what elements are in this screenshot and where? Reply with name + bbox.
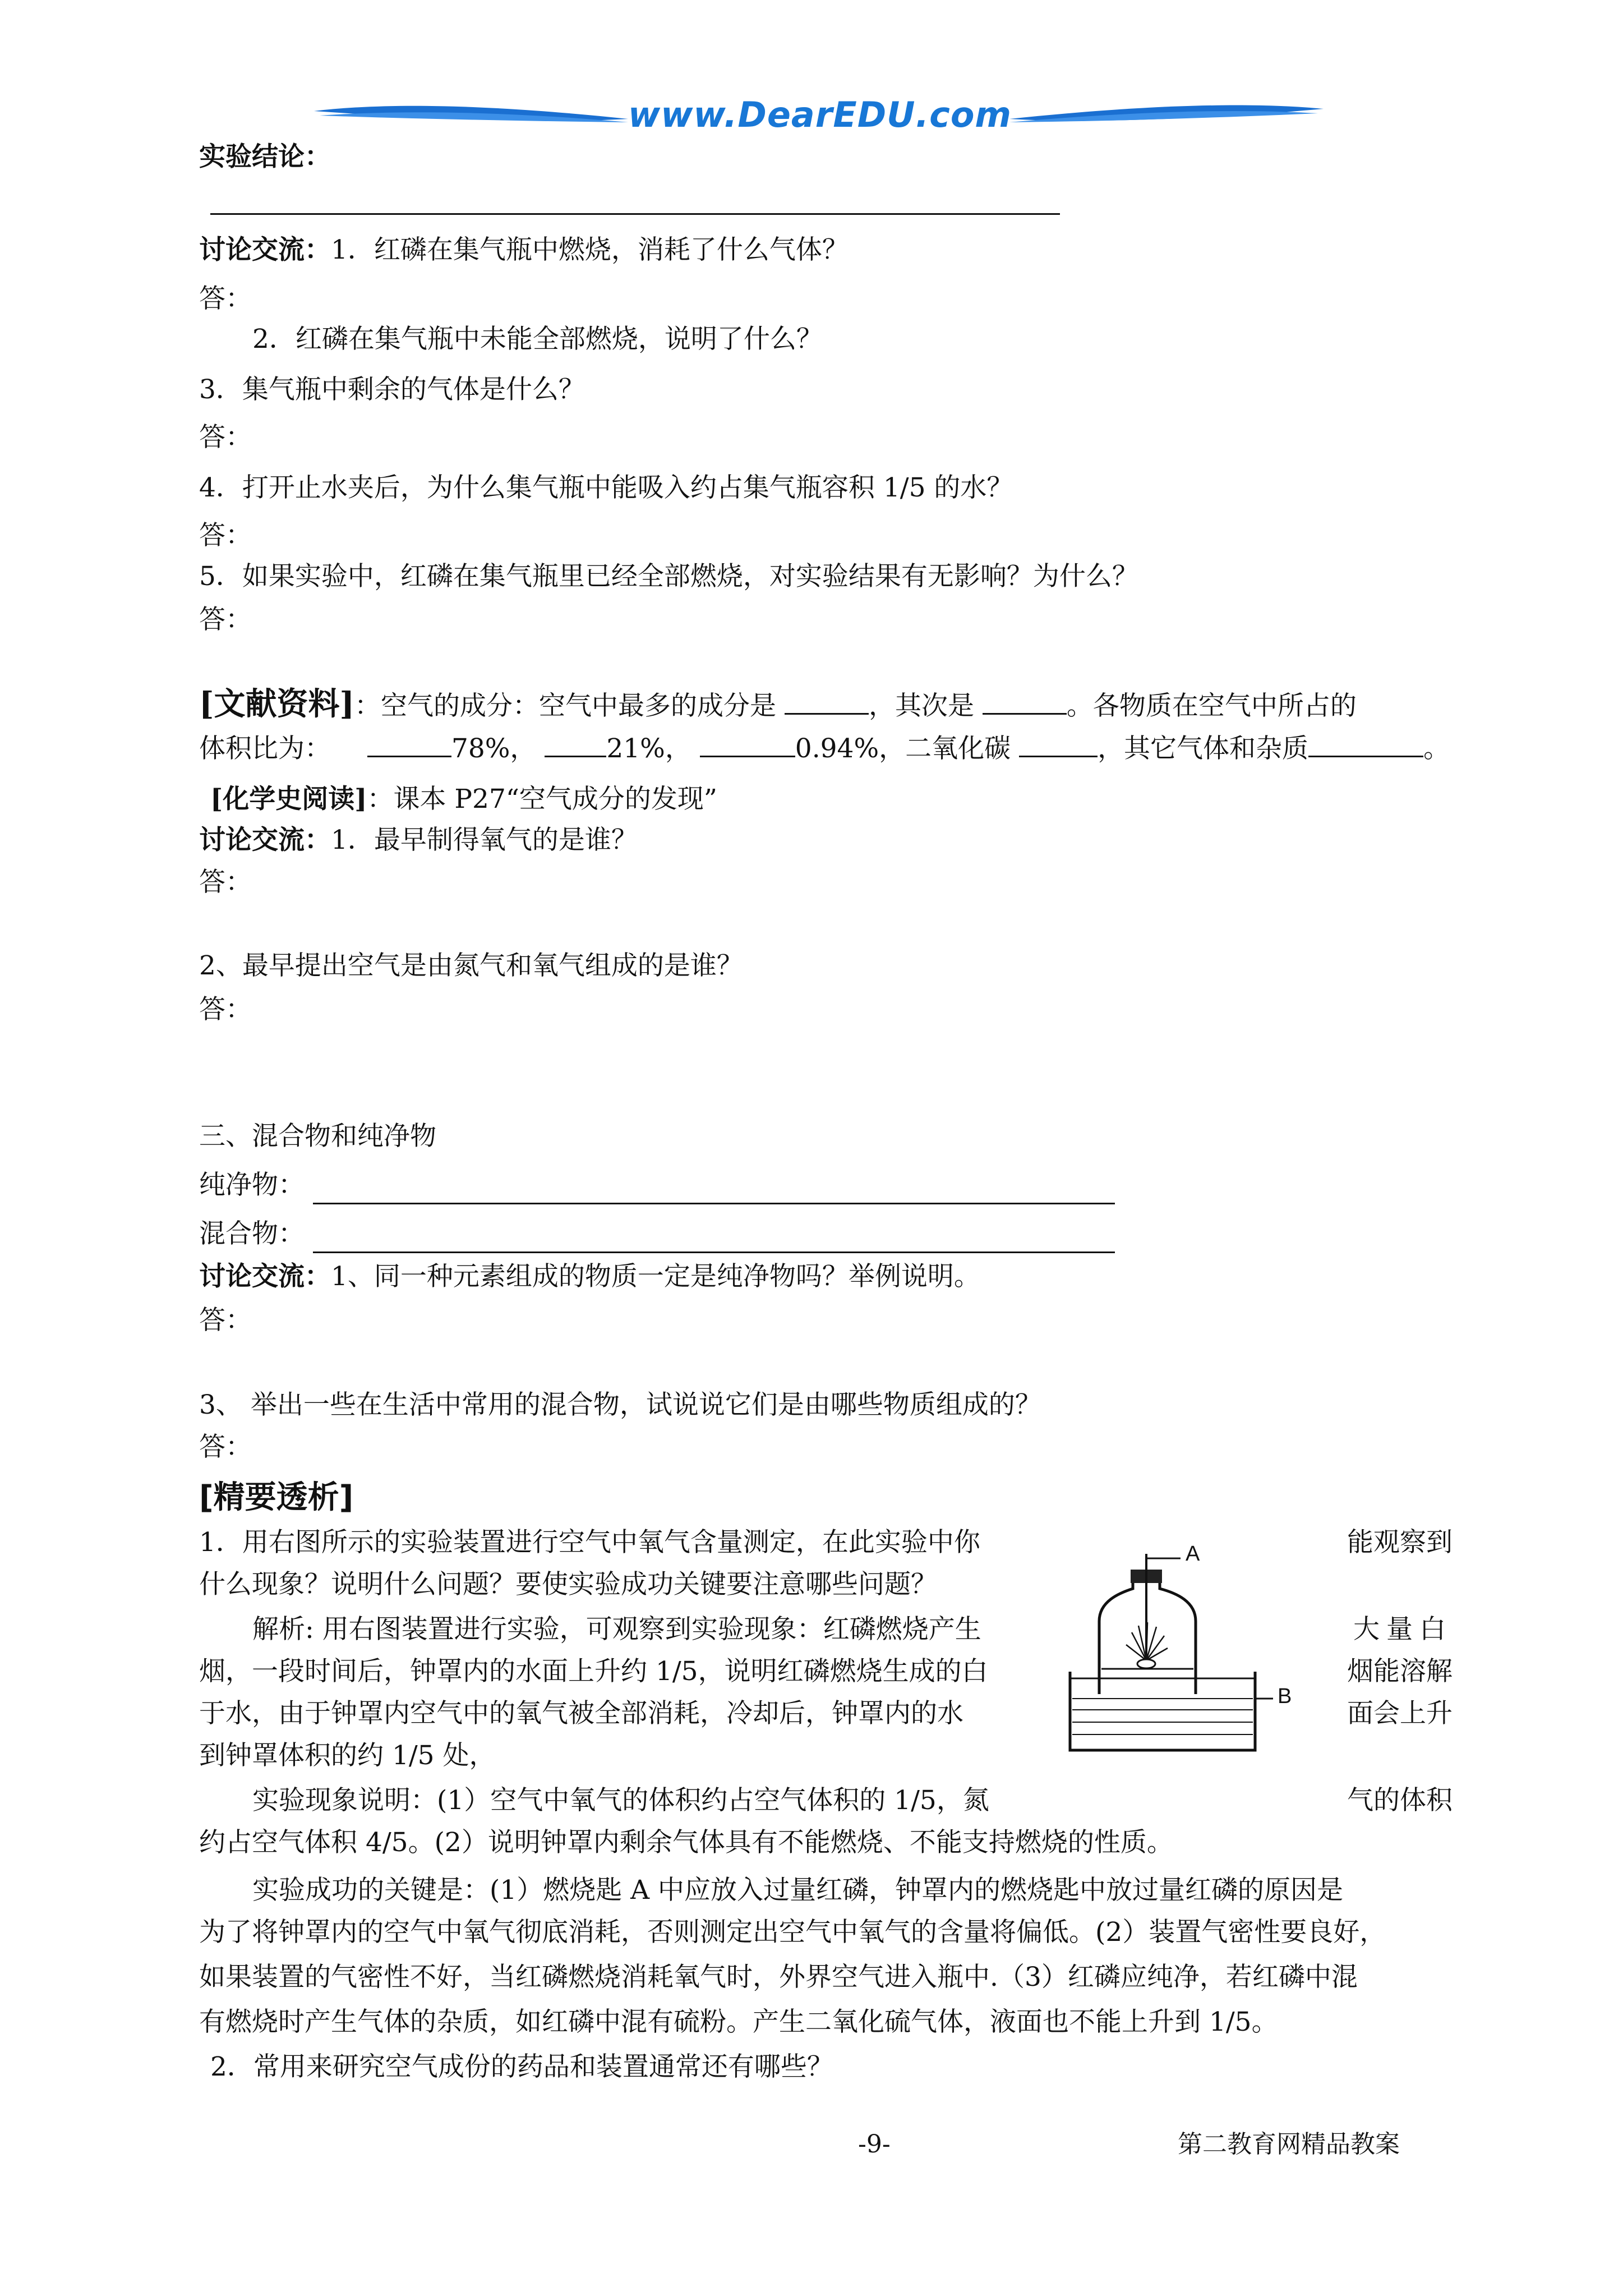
apparatus-figure xyxy=(1066,1542,1307,1756)
analysis-p10: 为了将钟罩内的空气中氧气彻底消耗，否则测定出空气中氧气的含量将偏低。(2）装置气密性要良好， xyxy=(199,1917,1386,1948)
analysis-p3-right: 大量白 xyxy=(1353,1614,1453,1645)
analysis-p5-right: 面会上升 xyxy=(1347,1698,1453,1729)
pure-substance-blank[interactable] xyxy=(313,1203,1115,1204)
discussion-q3: 3．集气瓶中剩余的气体是什么？ xyxy=(199,374,585,405)
discussion-q1-text: 1．红磷在集气瓶中燃烧，消耗了什么气体？ xyxy=(331,234,849,265)
discussion-q4: 4．打开止水夹后，为什么集气瓶中能吸入约占集气瓶容积 1/5 的水？ xyxy=(199,472,1013,503)
analysis-p6: 到钟罩体积的约 1/5 处， xyxy=(199,1740,496,1771)
blank-oxygen[interactable] xyxy=(545,732,606,757)
mixture-label: 混合物： xyxy=(199,1218,305,1249)
conclusion-blank xyxy=(210,213,1060,215)
bell-jar-apparatus-icon xyxy=(1066,1554,1307,1756)
mixture-blank[interactable] xyxy=(313,1251,1115,1253)
section3-answer-1: 答： xyxy=(199,1305,252,1336)
section3-q1-text: 1、同一种元素组成的物质一定是纯净物吗？举例说明。 xyxy=(331,1261,980,1292)
discussion-q5: 5．如果实验中，红磷在集气瓶里已经全部燃烧，对实验结果有无影响？为什么？ xyxy=(199,561,1138,592)
footer-source: 第二教育网精品教案 xyxy=(1178,2130,1400,2159)
discussion-q2: 2．红磷在集气瓶中未能全部燃烧，说明了什么？ xyxy=(252,324,823,355)
section3-q1 xyxy=(199,1260,980,1294)
analysis-p9: 实验成功的关键是：(1）燃烧匙 A 中应放入过量红磷，钟罩内的燃烧匙中放过量红磷的原因是 xyxy=(252,1875,1344,1906)
literature-text-6: 21%， xyxy=(606,733,691,764)
blank-nitrogen[interactable] xyxy=(367,732,451,757)
history-text: ：课本 P27“空气成分的发现” xyxy=(367,784,717,815)
blank-noble-gas[interactable] xyxy=(700,732,795,757)
blank-second-component[interactable] xyxy=(983,689,1067,715)
analysis-p5-left: 于水，由于钟罩内空气中的氧气被全部消耗，冷却后，钟罩内的水 xyxy=(199,1698,963,1729)
history-q1 xyxy=(199,823,638,857)
literature-line-2 xyxy=(199,732,1450,766)
answer-5: 答： xyxy=(199,604,252,635)
analysis-q2: 2．常用来研究空气成份的药品和装置通常还有哪些？ xyxy=(210,2051,833,2082)
section3-answer-3: 答： xyxy=(199,1432,252,1462)
literature-text-3: 。各物质在空气中所占的 xyxy=(1066,691,1357,721)
literature-line-1 xyxy=(199,687,1357,723)
literature-text-5: 78%， xyxy=(451,733,537,764)
pure-substance-label: 纯净物： xyxy=(199,1170,305,1200)
section3-title: 三、混合物和纯净物 xyxy=(199,1121,436,1152)
answer-3: 答： xyxy=(199,422,252,453)
analysis-heading: [精要透析] xyxy=(199,1479,354,1516)
blank-other-gases[interactable] xyxy=(1308,732,1423,757)
literature-label: [文献资料] xyxy=(199,685,354,723)
section3-discussion-label: 讨论交流： xyxy=(199,1261,331,1292)
literature-text-9: 。 xyxy=(1423,733,1450,764)
literature-text-8: ，其它气体和杂质 xyxy=(1098,733,1309,764)
analysis-p12: 有燃烧时产生气体的杂质，如红磷中混有硫粉。产生二氧化硫气体，液面也不能上升到 1/5。 xyxy=(199,2007,1278,2037)
section3-q3: 3、 举出一些在生活中常用的混合物，试说说它们是由哪些物质组成的？ xyxy=(199,1389,1041,1420)
conclusion-label: 实验结论： xyxy=(199,141,331,172)
answer-1: 答： xyxy=(199,283,252,314)
analysis-p1-left: 1．用右图所示的实验装置进行空气中氧气含量测定，在此实验中你 xyxy=(199,1527,980,1558)
history-q2: 2、最早提出空气是由氮气和氧气组成的是谁？ xyxy=(199,950,743,981)
discussion-q1 xyxy=(199,233,849,267)
analysis-p3-left: 解析: 用右图装置进行实验，可观察到实验现象：红磷燃烧产生 xyxy=(252,1614,981,1645)
literature-text-1: ：空气的成分：空气中最多的成分是 xyxy=(354,691,776,721)
blank-most-component[interactable] xyxy=(785,689,869,715)
analysis-p1-right: 能观察到 xyxy=(1347,1527,1453,1558)
history-discussion-label: 讨论交流： xyxy=(199,825,331,855)
figure-label-b: B xyxy=(1278,1685,1292,1708)
history-answer-2: 答： xyxy=(199,994,252,1025)
header-banner xyxy=(314,84,1324,146)
page-number: -9- xyxy=(858,2130,891,2159)
analysis-p4-left: 烟，一段时间后，钟罩内的水面上升约 1/5，说明红磷燃烧生成的白 xyxy=(199,1656,988,1687)
site-brand[interactable]: www.DearEDU.com xyxy=(628,94,1012,135)
figure-label-a: A xyxy=(1186,1542,1200,1566)
answer-4: 答： xyxy=(199,520,252,551)
analysis-p7-right: 气的体积 xyxy=(1347,1785,1453,1816)
analysis-p4-right: 烟能溶解 xyxy=(1347,1656,1453,1687)
history-q1-text: 1．最早制得氧气的是谁？ xyxy=(331,825,638,855)
blank-co2[interactable] xyxy=(1019,732,1098,757)
discussion-label: 讨论交流： xyxy=(199,234,331,265)
analysis-p2: 什么现象？说明什么问题？要使实验成功关键要注意哪些问题？ xyxy=(199,1569,937,1600)
analysis-p7-left: 实验现象说明：(1）空气中氧气的体积约占空气体积的 1/5，氮 xyxy=(252,1785,989,1816)
literature-text-4: 体积比为： xyxy=(199,733,331,764)
history-label: [化学史阅读] xyxy=(210,784,367,815)
literature-text-2: ，其次是 xyxy=(868,691,974,721)
literature-text-7: 0.94%，二氧化碳 xyxy=(795,733,1011,764)
history-line xyxy=(210,783,717,816)
analysis-p8: 约占空气体积 4/5。(2）说明钟罩内剩余气体具有不能燃烧、不能支持燃烧的性质。 xyxy=(199,1827,1173,1858)
analysis-p11: 如果装置的气密性不好，当红磷燃烧消耗氧气时，外界空气进入瓶中.（3）红磷应纯净，若红磷中混 xyxy=(199,1962,1358,1993)
history-answer-1: 答： xyxy=(199,867,252,898)
